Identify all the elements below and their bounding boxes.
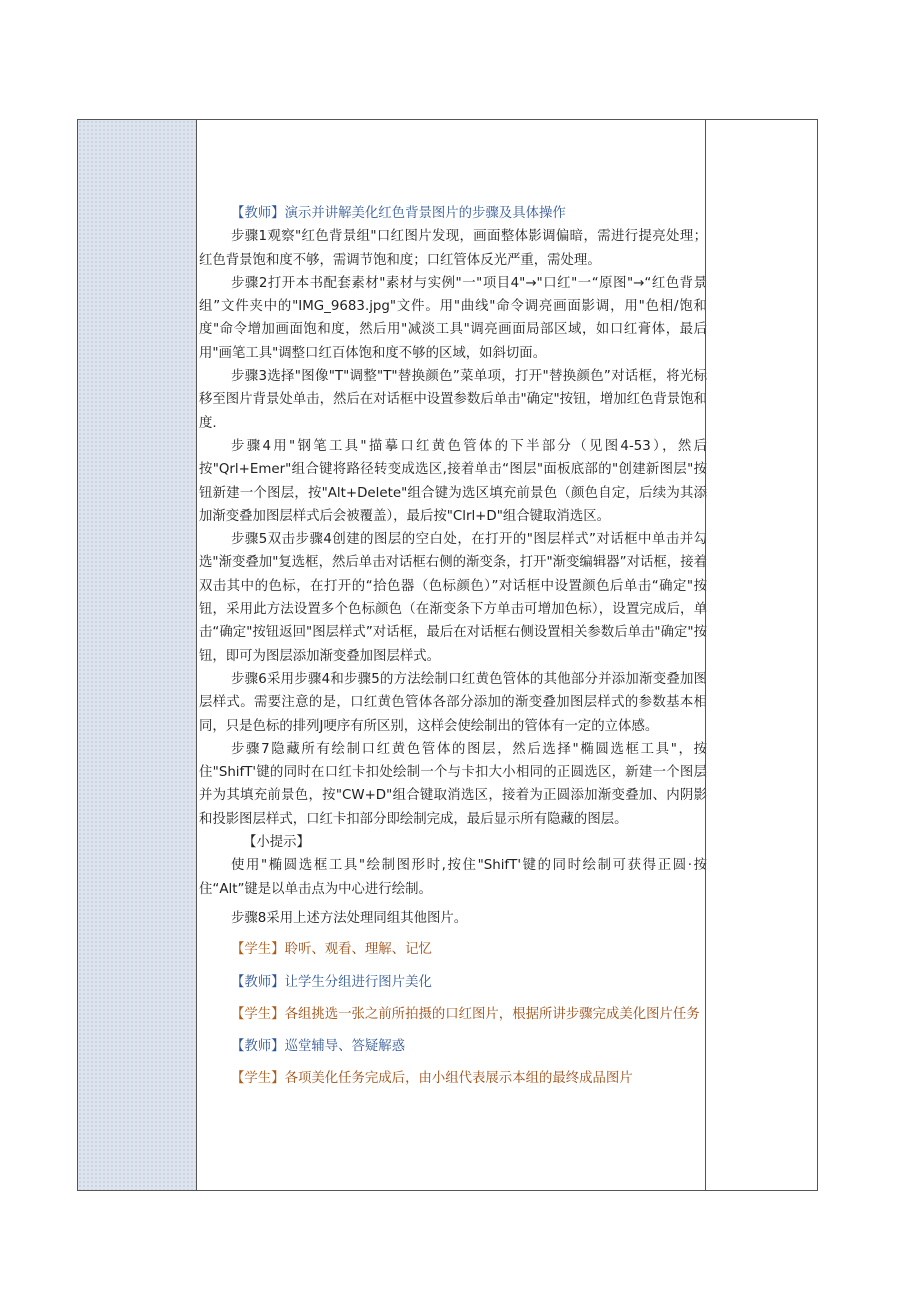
activity-text: 让学生分组进行图片美化 [284, 974, 432, 990]
step-6: 步骤6采用步骤4和步骤5的方法绘制口红黄色管体的其他部分并添加渐变叠加图层样式。需要注意的是，口红黄色管体各部分添加的渐变叠加图层样式的参数基本相同，只是色标的排列J哽序有所区别，这样会使绘制出的管体有一定的立体感。 [199, 671, 707, 734]
step-1: 步骤1观察"红色背景组"口红图片发现，画面整体影调偏暗，需进行提亮处理；红色背景饱和度不够，需调节饱和度；口红管体反光严重，需处理。 [199, 229, 707, 268]
activity-item [199, 1035, 707, 1058]
student-tag: 【学生】 [231, 942, 285, 958]
activity-item [199, 971, 707, 994]
teaching-content-cell [197, 120, 707, 1190]
activity-item [199, 1067, 707, 1090]
lesson-table [77, 119, 818, 1191]
activity-text: 各项美化任务完成后，由小组代表展示本组的最终成品图片 [284, 1071, 633, 1087]
step-2: 步骤2打开本书配套素材"素材与实例"一"项目4"→"口红"一“原图"→“红色背景组”文件夹中的"IMG_9683.jpg"文件。用"曲线"命令调亮画面影调，用"色相/饱和度"命令增加画面饱和度，然后用"减淡工具"调亮画面局部区域，如口红膏体，最后用"画笔工具"调整口红百体饱和度不够的区域，如斜切面。 [199, 275, 707, 361]
activity-item [199, 1003, 707, 1026]
activity-text: 巡堂辅导、答疑解惑 [284, 1039, 406, 1055]
activity-list [199, 938, 707, 1090]
teacher-tag: 【教师】 [231, 1039, 285, 1055]
activity-text: 各组挑选一张之前所拍摄的口红图片，根据所讲步骤完成美化图片任务 [284, 1006, 700, 1022]
step-5: 步骤5双击步骤4创建的图层的空白处，在打开的"图层样式”对话框中单击并勾选"渐变叠加"复选框，然后单击对话框右侧的渐变条，打开"渐变编辑器”对话框，接着双击其中的色标，在打开的“拾色器（色标颜色）”对话框中设置颜色后单击“确定"按钮，采用此方法设置多个色标颜色（在渐变条下方单击可增加色标），设置完成后，单击“确定"按钮返回"图层样式”对话框，最后在对话框右侧设置相关参数后单击"确定"按钮，即可为图层添加渐变叠加图层样式。 [199, 532, 707, 664]
teacher-tag: 【教师】 [231, 206, 285, 221]
teacher-intro [199, 202, 707, 225]
step-8: 步骤8采用上述方法处理同组其他图片。 [231, 910, 468, 926]
tip-body: 使用"椭圆选框工具"绘制图形时,按住"ShifT'键的同时绘制可获得正圆·按住“Alt”键是以单击点为中心进行绘制。 [199, 858, 707, 897]
teaching-content [197, 202, 707, 1091]
teacher-intro-text: 演示并讲解美化红色背景图片的步骤及具体操作 [284, 206, 566, 221]
step-7: 步骤7隐藏所有绘制口红黄色管体的图层，然后选择"椭圆选框工具"，按住"ShifT'键的同时在口红卡扣处绘制一个与卡扣大小相同的正圆选区，新建一个图层并为其填充前景色，按"CW+D"组合键取消选区，接着为正圆添加渐变叠加、内阴影和投影图层样式，口红卡扣部分即绘制完成，最后显示所有隐藏的图层。 [199, 741, 707, 827]
student-tag: 【学生】 [231, 1071, 285, 1087]
activity-text: 聆听、观看、理解、记忆 [284, 942, 432, 958]
tip-heading: 【小提示】 [243, 835, 310, 851]
student-tag: 【学生】 [231, 1006, 285, 1022]
teacher-tag: 【教师】 [231, 974, 285, 990]
activity-item [199, 938, 707, 961]
section-label-column [78, 120, 197, 1190]
step-4: 步骤4用"钢笔工具"描摹口红黄色管体的下半部分（见图4-53），然后按"Qrl+Emer"组合键将路径转变成选区,接着单击“图层"面板底部的"创建新图层"按钮新建一个图层，按"Alt+Delete"组合键为选区填充前景色（颜色自定，后续为其添加渐变叠加图层样式后会被覆盖），最后按"Clrl+D"组合键取消选区。 [199, 438, 707, 524]
step-3: 步骤3选择"图像"T"调整"T"替换颜色”菜单项，打开"替换颜色”对话框，将光标移至图片背景处单击，然后在对话框中设置参数后单击"确定"按钮，增加红色背景饱和度. [199, 369, 707, 431]
notes-column [705, 120, 817, 1190]
